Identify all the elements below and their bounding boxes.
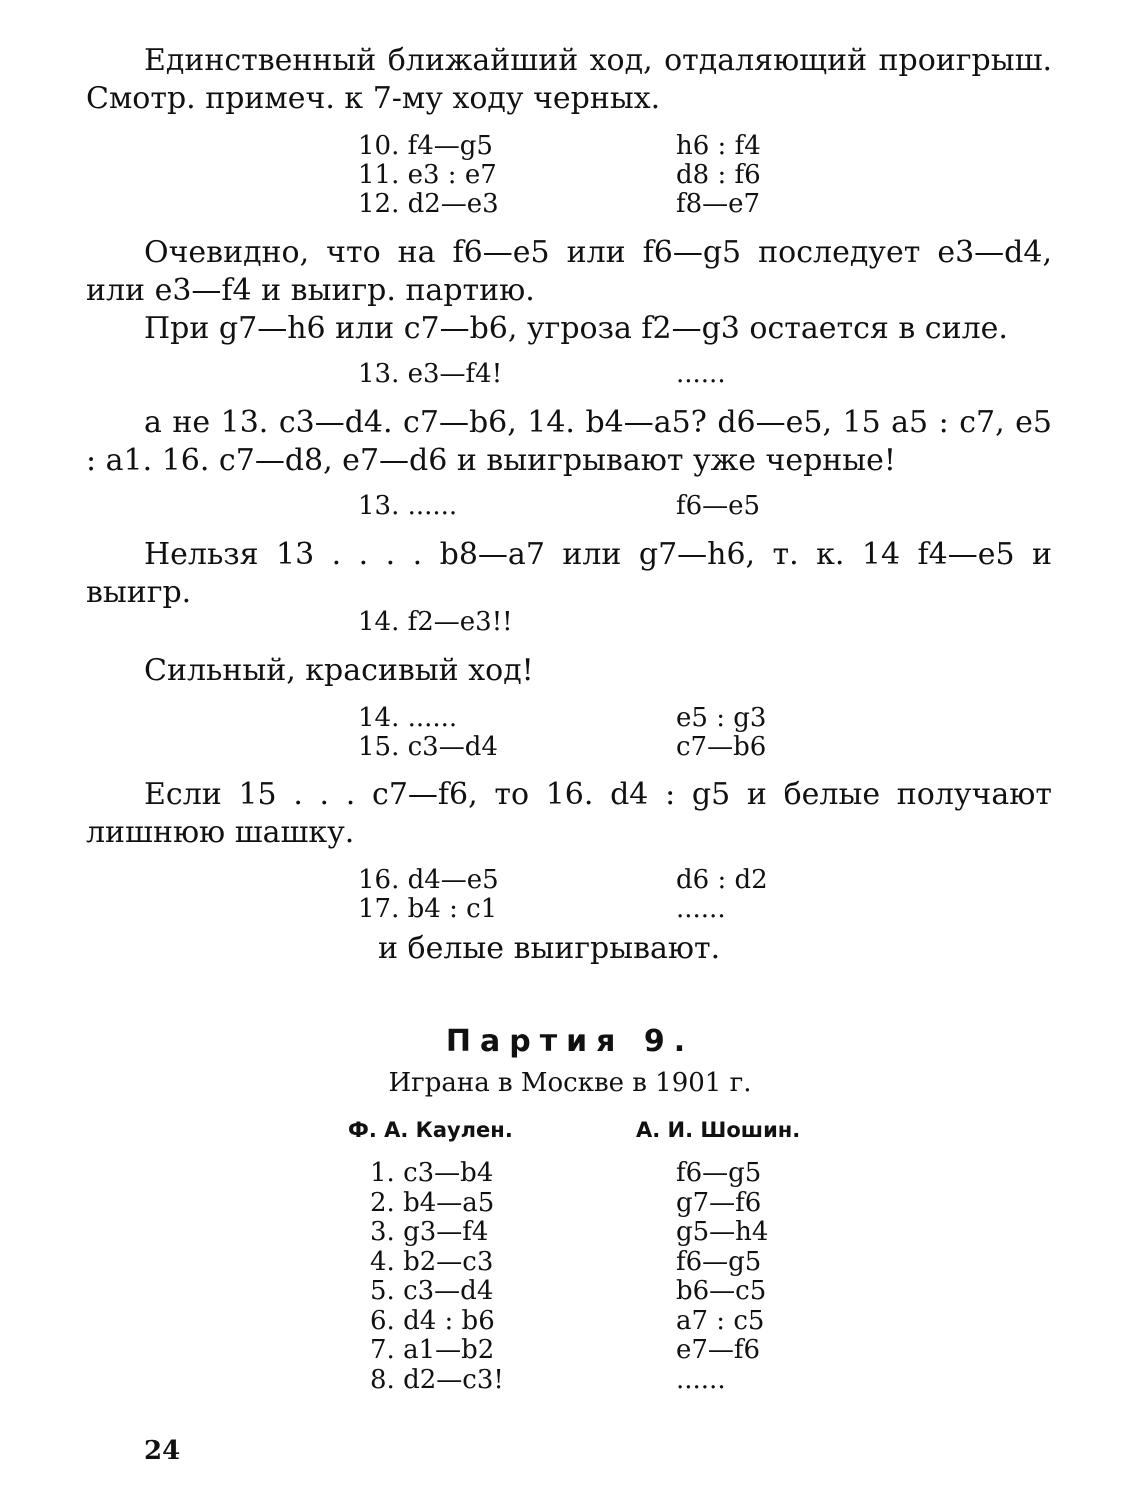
black-move: f6—g5 [676, 1246, 762, 1277]
black-move: h6 : f4 [676, 131, 761, 161]
move-row-14a [358, 608, 838, 637]
paragraph-obviously [86, 234, 1052, 310]
move-list-10-12 [358, 132, 838, 219]
white-player-name: Ф. А. Каулен. [348, 1118, 513, 1142]
white-move: 13. e3—f4! [358, 359, 503, 389]
move-list-13a [358, 360, 838, 389]
black-move: e5 : g3 [676, 703, 767, 733]
white-move: 7. a1—b2 [370, 1335, 495, 1365]
white-move: 5. c3—d4 [370, 1276, 494, 1306]
move-list-14-15 [358, 704, 838, 762]
game-move-row [370, 1217, 810, 1247]
move-row-10 [358, 132, 838, 161]
paragraph-text: Если 15 . . . c7—f6, то 16. d4 : g5 и белые получают лишнюю шашку. [86, 777, 1052, 850]
black-move: f8—e7 [676, 189, 761, 219]
white-move: 17. b4 : c1 [358, 894, 498, 924]
white-move: 13. ...... [358, 491, 458, 521]
white-move: 1. c3—b4 [370, 1158, 494, 1188]
black-player-name: А. И. Шошин. [636, 1118, 801, 1142]
move-row-17 [358, 895, 838, 924]
white-move: 15. c3—d4 [358, 732, 498, 762]
game-move-row [370, 1158, 810, 1188]
white-move: 16. d4—e5 [358, 865, 499, 895]
white-move: 3. g3—f4 [370, 1217, 489, 1247]
white-move: 8. d2—c3! [370, 1364, 504, 1395]
paragraph-text: Нельзя 13 . . . . b8—a7 или g7—h6, т. к. 14 f4—e5 и выигр. [86, 537, 1052, 610]
black-move: g7—f6 [676, 1187, 762, 1218]
white-move: 14. ...... [358, 703, 458, 733]
move-row-11 [358, 161, 838, 190]
paragraph-text: Единственный ближайший ход, отдаляющий проигрыш. Смотр. примеч. к 7-му ходу черных. [86, 43, 1052, 116]
game-move-row [370, 1276, 810, 1306]
paragraph-if-15 [86, 776, 1052, 852]
game-move-row [370, 1365, 810, 1395]
white-move: 10. f4—g5 [358, 131, 493, 161]
white-move: 2. b4—a5 [370, 1187, 495, 1218]
paragraph-text: Очевидно, что на f6—e5 или f6—g5 последует e3—d4, или e3—f4 и выигр. партию. [86, 235, 1052, 308]
move-row-14b [358, 704, 838, 733]
black-move: e7—f6 [676, 1335, 761, 1365]
black-move: f6—g5 [676, 1158, 762, 1188]
move-row-13a [358, 360, 838, 389]
game-move-row [370, 1306, 810, 1336]
paragraph-text: При g7—h6 или c7—b6, угроза f2—g3 остается в силе. [144, 311, 1008, 346]
white-move: 11. e3 : e7 [358, 160, 497, 190]
paragraph-forbidden [86, 536, 1052, 612]
black-move: g5—h4 [676, 1217, 769, 1247]
paragraph-threat [86, 310, 1052, 348]
black-move: b6—c5 [676, 1276, 767, 1306]
move-row-12 [358, 190, 838, 219]
black-move: d8 : f6 [676, 160, 761, 190]
black-move: f6—e5 [676, 491, 761, 521]
move-list-16-17 [358, 866, 838, 924]
move-row-13b [358, 492, 838, 521]
paragraph-not-13 [86, 404, 1052, 480]
move-list-13b [358, 492, 838, 521]
white-move: 4. b2—c3 [370, 1246, 494, 1277]
game-move-list [370, 1158, 810, 1394]
black-move: ...... [676, 894, 726, 924]
black-move: ...... [676, 359, 726, 389]
game-subtitle: Играна в Москве в 1901 г. [388, 1068, 752, 1098]
paragraph-only-move [86, 42, 1052, 118]
white-move: 14. f2—e3!! [358, 607, 513, 637]
game-move-row [370, 1335, 810, 1365]
conclusion-white-wins: и белые выигрывают. [378, 931, 721, 966]
black-move: a7 : c5 [676, 1305, 765, 1336]
game-move-row [370, 1247, 810, 1277]
black-move: d6 : d2 [676, 865, 768, 895]
move-row-15 [358, 733, 838, 762]
page-number: 24 [144, 1436, 181, 1466]
paragraph-text: Сильный, красивый ход! [144, 653, 534, 688]
paragraph-text: а не 13. c3—d4. c7—b6, 14. b4—a5? d6—e5, 15 a5 : c7, e5 : a1. 16. c7—d8, e7—d6 и выигрывают уже черные! [86, 405, 1052, 478]
paragraph-strong-move [86, 652, 1052, 690]
black-move: ...... [676, 1364, 726, 1395]
move-list-14a [358, 608, 838, 637]
game-move-row [370, 1188, 810, 1218]
game-title: Партия 9. [445, 1024, 695, 1059]
move-row-16 [358, 866, 838, 895]
black-move: c7—b6 [676, 732, 767, 762]
white-move: 12. d2—e3 [358, 189, 499, 219]
white-move: 6. d4 : b6 [370, 1305, 495, 1336]
